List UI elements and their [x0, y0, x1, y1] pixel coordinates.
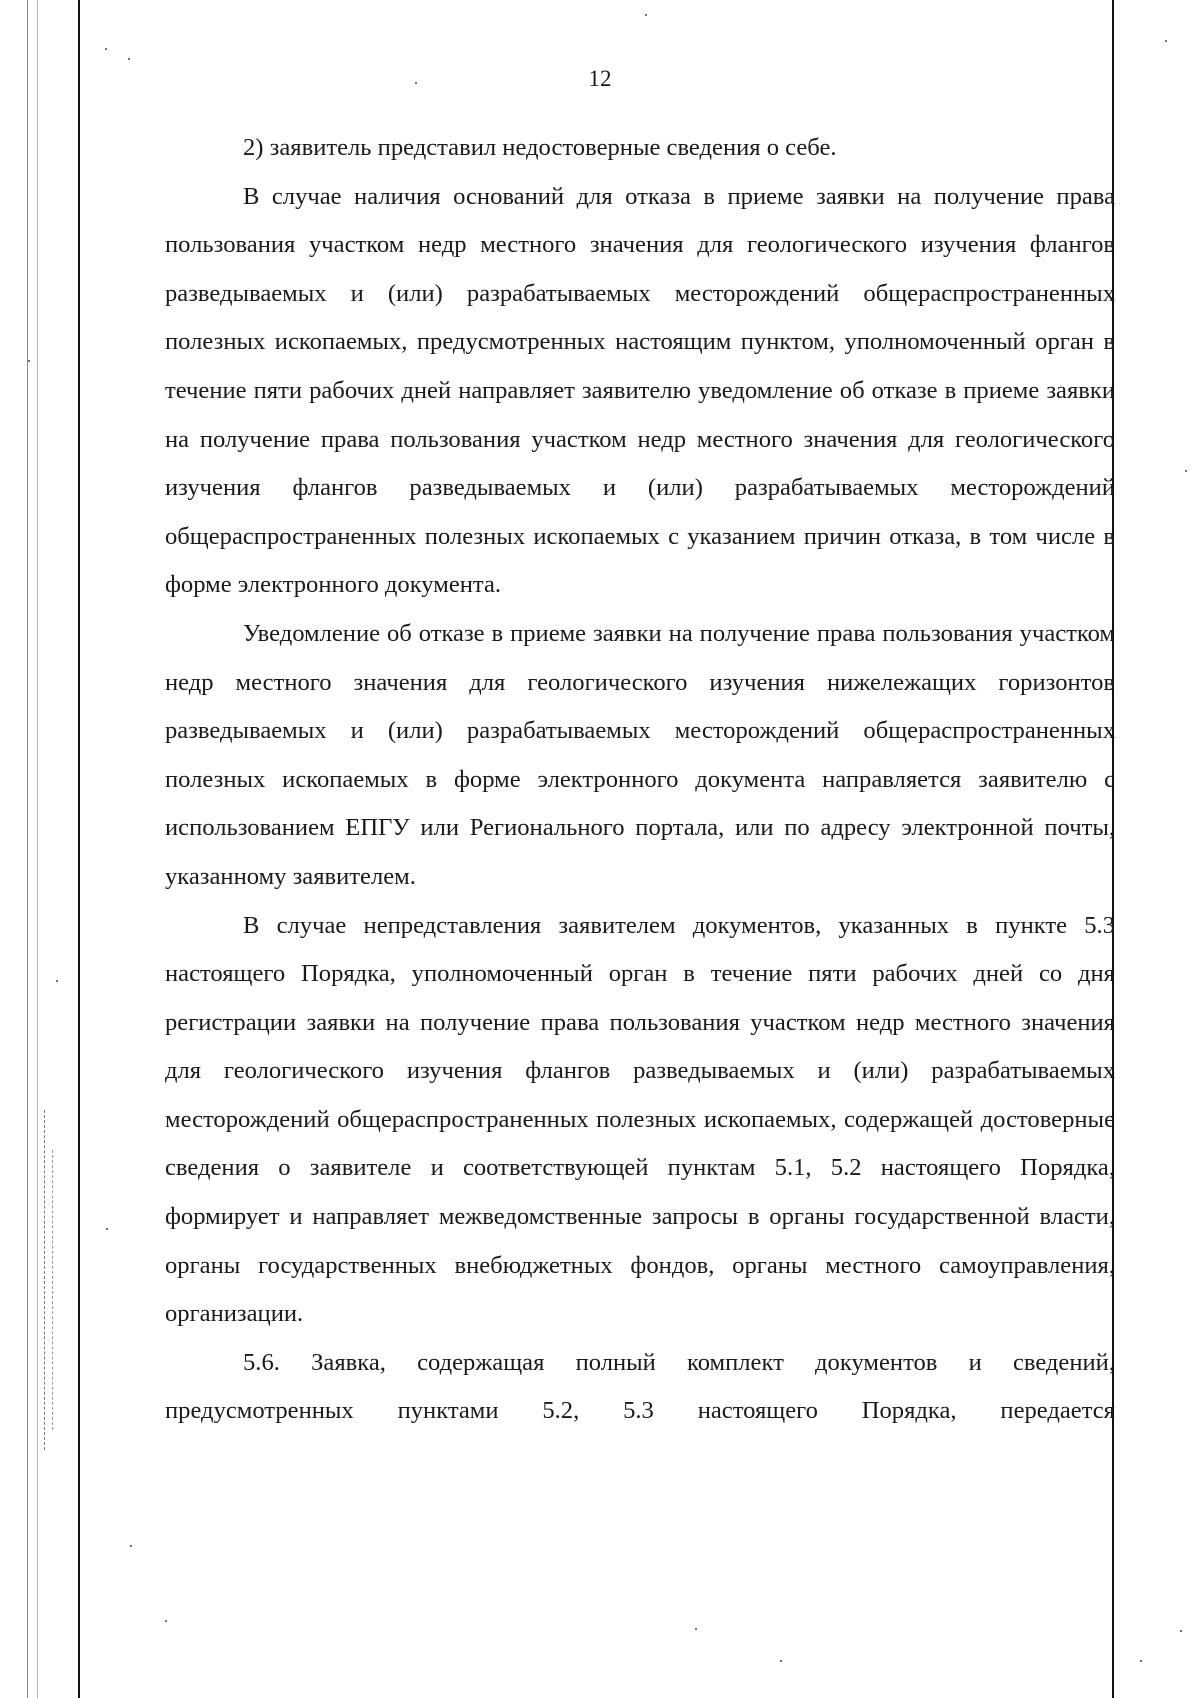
scan-speck	[130, 1545, 132, 1547]
scan-speck	[56, 980, 58, 982]
scan-speck	[645, 14, 647, 16]
scan-speck	[105, 48, 107, 50]
page-number: 12	[588, 66, 612, 91]
scan-edge-line-outer	[27, 0, 28, 1698]
scan-speck	[695, 1628, 697, 1630]
left-margin-line	[78, 0, 80, 1698]
document-body	[165, 124, 1115, 1436]
paragraph: 2) заявитель представил недостоверные сведения о себе.	[243, 134, 837, 161]
scan-edge-line-inner	[37, 0, 38, 1698]
paragraph: 5.6. Заявка, содержащая полный комплект документов и сведений, предусмотренных пунктами 5.2, 5.3 настоящего Порядка, передается	[165, 1348, 1115, 1425]
scan-speck	[1180, 1630, 1182, 1632]
scan-speck	[1140, 1660, 1142, 1662]
scan-speck	[1165, 40, 1167, 42]
scan-dash-mark-secondary	[52, 1150, 53, 1430]
paragraph: В случае наличия оснований для отказа в приеме заявки на получение права пользования участком недр местного значения для геологического изучения флангов разведываемых и (или) разрабатываемых месторождений общераспространенных полезных ископаемых, предусмотренных настоящим пунктом, уполномоченный орган в течение пяти рабочих дней направляет заявителю уведомление об отказе в приеме заявки на получение права пользования участком недр местного значения для геологического изучения флангов разведываемых и (или) разрабатываемых месторождений общераспространенных полезных ископаемых с указанием причин отказа, в том числе в форме электронного документа.	[165, 182, 1115, 599]
scan-speck	[28, 360, 30, 362]
paragraph: Уведомление об отказе в приеме заявки на получение права пользования участком недр местного значения для геологического изучения нижележащих горизонтов разведываемых и (или) разрабатываемых месторождений общераспространенных полезных ископаемых в форме электронного документа направляется заявителю с использованием ЕПГУ или Регионального портала, или по адресу электронной почты, указанному заявителем.	[165, 619, 1115, 890]
scan-speck	[1185, 470, 1187, 472]
scan-dash-mark	[44, 1110, 45, 1450]
scan-speck	[165, 1620, 167, 1622]
scan-speck	[780, 1660, 782, 1662]
scan-speck	[128, 58, 130, 60]
scan-speck	[106, 1228, 108, 1230]
paragraph: В случае непредставления заявителем документов, указанных в пункте 5.3 настоящего Порядка, уполномоченный орган в течение пяти рабочих дней со дня регистрации заявки на получение права пользования участком недр местного значения для геологического изучения флангов разведываемых и (или) разрабатываемых месторождений общераспространенных полезных ископаемых, содержащей достоверные сведения о заявителе и соответствующей пунктам 5.1, 5.2 настоящего Порядка, формирует и направляет межведомственные запросы в органы государственной власти, органы государственных внебюджетных фондов, органы местного самоуправления, организации.	[165, 911, 1115, 1328]
